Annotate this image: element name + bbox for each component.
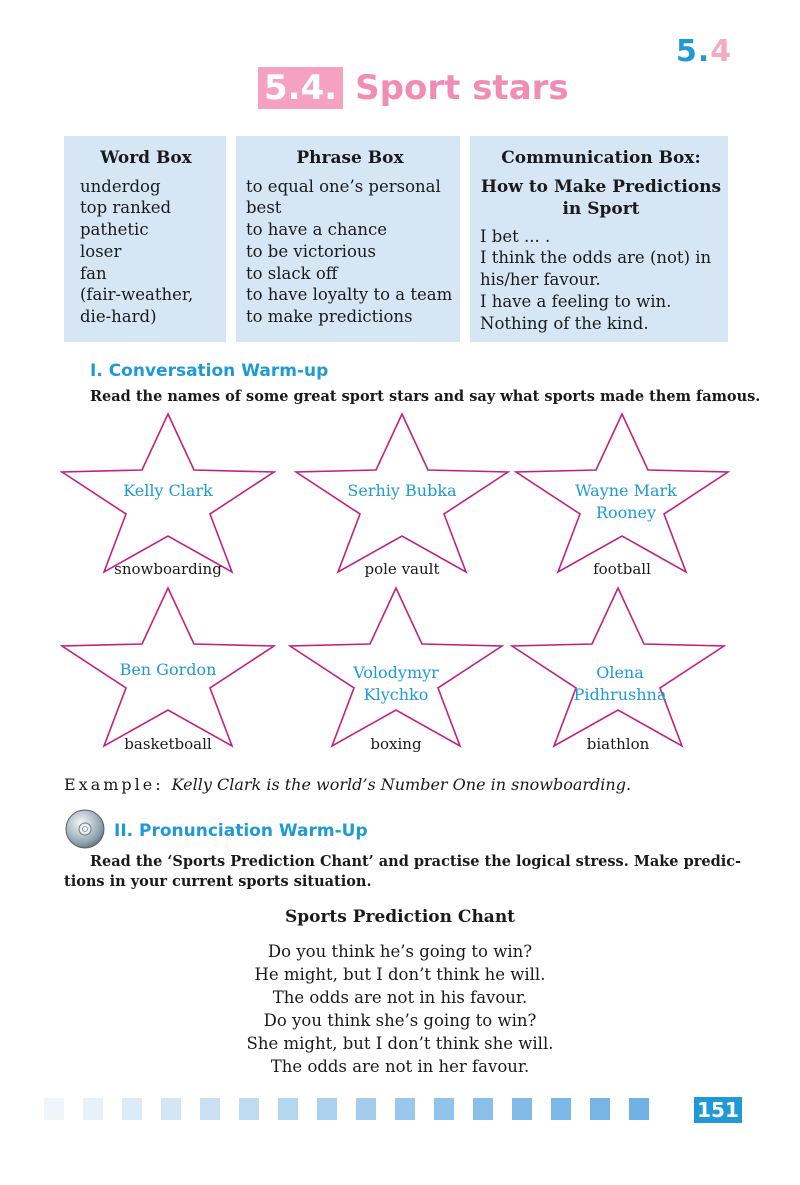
list-item: to have loyalty to a team <box>246 285 453 305</box>
word-box-title: Word Box <box>100 148 192 168</box>
cd-audio-icon <box>64 808 106 850</box>
list-item: best <box>246 198 282 218</box>
name-line: Volodymyr <box>353 663 439 682</box>
footer-square <box>551 1098 571 1120</box>
chant-line: She might, but I don’t think she will. <box>246 1034 554 1053</box>
star-sport-label: boxing <box>370 735 422 753</box>
corner-number-part1: 5. <box>676 34 711 69</box>
chant-line: He might, but I don’t think he will. <box>254 965 546 984</box>
list-item: I think the odds are (not) in <box>480 248 712 268</box>
name-line: Rooney <box>595 503 657 522</box>
footer-square <box>278 1098 298 1120</box>
footer-square <box>356 1098 376 1120</box>
chant-title: Sports Prediction Chant <box>284 907 516 927</box>
section-title: Sport stars <box>355 68 569 108</box>
section-heading-conversation: I. Conversation Warm-up <box>90 361 329 381</box>
chant-line: The odds are not in her favour. <box>270 1057 530 1076</box>
footer-square <box>512 1098 532 1120</box>
corner-number-part2: 4 <box>710 34 733 69</box>
star-sport-label: pole vault <box>364 560 440 578</box>
section-number-badge: 5.4. <box>258 67 343 109</box>
list-item: to have a chance <box>246 220 388 240</box>
star-name-wayne-rooney <box>518 480 734 524</box>
section-instruction: Read the names of some great sport stars and say what sports made them famous. <box>90 388 761 405</box>
star-name-olena-pidhrushna <box>512 662 728 706</box>
list-item: die-hard) <box>80 306 157 326</box>
name-line: Kelly Clark <box>123 481 213 500</box>
list-item: I have a feeling to win. <box>480 291 672 311</box>
name-line: Serhiy Bubka <box>347 481 457 500</box>
footer-square <box>83 1098 103 1120</box>
page-number: 151 <box>694 1097 742 1123</box>
footer-square <box>629 1098 649 1120</box>
example-label: Example: <box>64 775 164 794</box>
list-item: I bet ... . <box>480 226 551 246</box>
list-item: to be victorious <box>246 241 376 261</box>
list-item: to equal one’s personal <box>246 176 441 196</box>
subtitle-line: in Sport <box>562 198 640 219</box>
list-item: fan <box>80 263 107 283</box>
star-name-kelly-clark <box>60 480 276 502</box>
communication-box <box>470 136 728 342</box>
section-heading-pronunciation: II. Pronunciation Warm-Up <box>114 821 368 841</box>
chant-text <box>0 940 800 1078</box>
star-name-ben-gordon <box>60 659 276 681</box>
chant-line: The odds are not in his favour. <box>272 988 528 1007</box>
footer-square <box>161 1098 181 1120</box>
name-line: Pidhrushna <box>573 685 667 704</box>
word-box <box>64 136 226 342</box>
star-sport-label: basketboall <box>124 735 212 753</box>
star-sport-label: biathlon <box>586 735 650 753</box>
footer-square <box>317 1098 337 1120</box>
list-item: to make predictions <box>246 306 413 326</box>
name-line: Wayne Mark <box>575 481 677 500</box>
example-sentence <box>64 775 631 794</box>
phrase-box <box>236 136 460 342</box>
list-item: top ranked <box>80 198 172 218</box>
section-instruction: tions in your current sports situation. <box>64 873 372 890</box>
chant-line: Do you think she’s going to win? <box>263 1011 537 1030</box>
phrase-box-title: Phrase Box <box>296 148 404 168</box>
list-item: loser <box>80 241 122 261</box>
star-sport-label: football <box>593 560 651 578</box>
list-item: Nothing of the kind. <box>480 313 649 333</box>
footer-square <box>473 1098 493 1120</box>
footer-square <box>395 1098 415 1120</box>
footer-square <box>239 1098 259 1120</box>
footer-square <box>200 1098 220 1120</box>
communication-box-subtitle <box>480 176 722 220</box>
star-name-volodymyr-klychko <box>288 662 504 706</box>
list-item: to slack off <box>246 263 338 283</box>
name-line: Ben Gordon <box>119 660 217 679</box>
list-item: pathetic <box>80 220 149 240</box>
section-instruction: Read the ‘Sports Prediction Chant’ and practise the logical stress. Make predic- <box>90 853 742 870</box>
star-name-serhiy-bubka <box>294 480 510 502</box>
list-item: (fair-weather, <box>80 285 194 305</box>
footer-square <box>590 1098 610 1120</box>
communication-box-title: Communication Box: <box>501 148 701 168</box>
footer-square <box>122 1098 142 1120</box>
list-item: underdog <box>80 176 161 196</box>
page-title <box>258 66 569 110</box>
list-item: his/her favour. <box>480 270 601 290</box>
footer-square <box>44 1098 64 1120</box>
example-text: Kelly Clark is the world’s Number One in snowboarding. <box>171 775 632 794</box>
star-sport-label: snowboarding <box>114 560 222 578</box>
corner-section-number <box>676 34 732 69</box>
footer-square <box>434 1098 454 1120</box>
chant-line: Do you think he’s going to win? <box>267 942 533 961</box>
name-line: Klychko <box>363 685 429 704</box>
name-line: Olena <box>596 663 644 682</box>
subtitle-line: How to Make Predictions <box>480 176 722 197</box>
footer-decorative-strip <box>44 1098 649 1120</box>
